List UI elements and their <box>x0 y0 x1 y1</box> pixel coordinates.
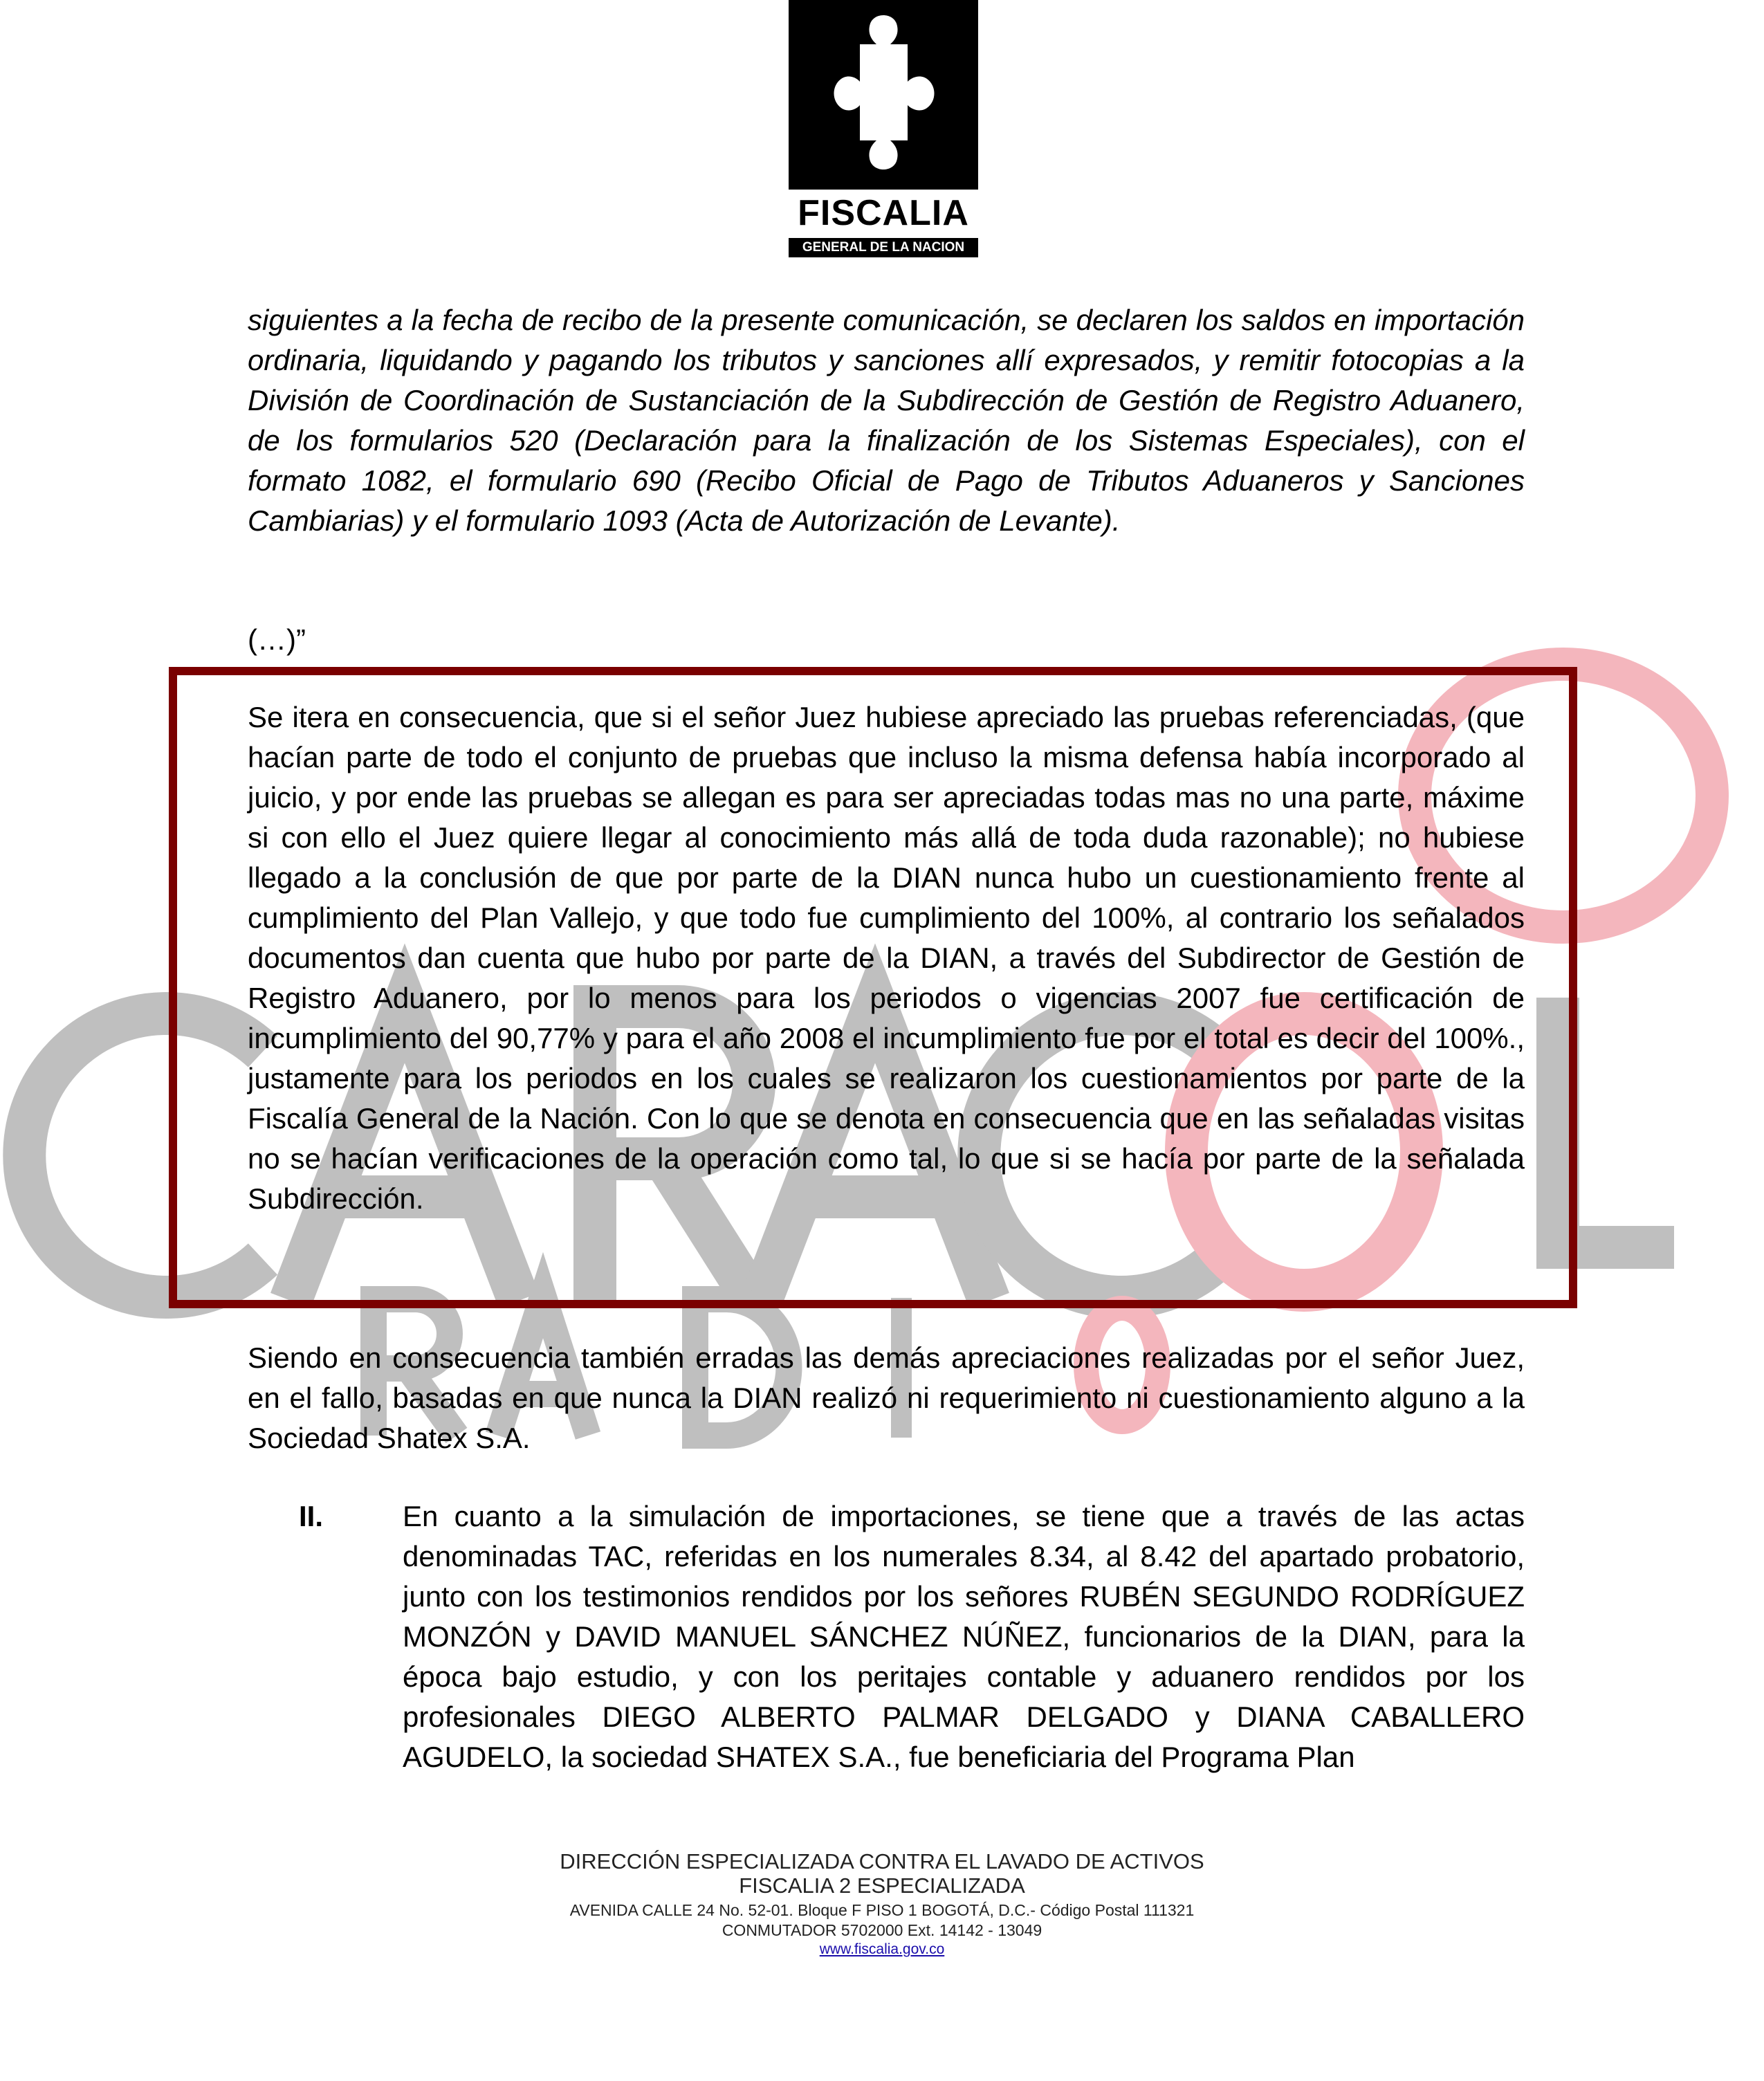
footer-office: FISCALIA 2 ESPECIALIZADA <box>739 1873 1025 1898</box>
quoted-paragraph: siguientes a la fecha de recibo de la presente comunicación, se declaren los saldos en importación ordinaria, liquidando y pagando los tributos y sanciones allí expresados, y remitir fotocopias a la División de Coordinación de Sustanciación de la Subdirección de Gestión de Registro Aduanero, de los formularios 520 (Declaración para la finalización de los Sistemas Especiales), con el formato 1082, el formulario 690 (Recibo Oficial de Pago de Tributos Aduaneros y Sanciones Cambiarias) y el formulario 1093 (Acta de Autorización de Levante). <box>248 304 1525 537</box>
footer-direction: DIRECCIÓN ESPECIALIZADA CONTRA EL LAVADO DE ACTIVOS <box>560 1849 1204 1873</box>
quote-ellipsis: (…)” <box>248 623 306 656</box>
paragraph-siendo: Siendo en consecuencia también erradas las demás apreciaciones realizadas por el señor Juez, en el fallo, basadas en que nunca la DIAN realizó ni requerimiento ni cuestionamiento alguno a la Sociedad Shatex S.A. <box>248 1341 1525 1454</box>
puzzle-piece-icon <box>789 0 978 190</box>
logo-wordmark: FISCALIA <box>798 193 969 233</box>
logo-block <box>789 0 978 190</box>
footer-phone: CONMUTADOR 5702000 Ext. 14142 - 13049 <box>722 1921 1042 1939</box>
footer-website-link[interactable]: www.fiscalia.gov.co <box>819 1941 945 1957</box>
list-number: II. <box>299 1500 324 1532</box>
footer-address: AVENIDA CALLE 24 No. 52-01. Bloque F PISO 1 BOGOTÁ, D.C.- Código Postal 111321 <box>569 1901 1195 1919</box>
highlighted-paragraph: Se itera en consecuencia, que si el señor Juez hubiese apreciado las pruebas referenciadas, (que hacían parte de todo el conjunto de pruebas que incluso la misma defensa había incorporado al juicio, y por ende las pruebas se allegan es para ser apreciadas todas mas no una parte, máxime si con ello el Juez quiere llegar al conocimiento más allá de toda duda razonable); no hubiese llegado a la conclusión de que por parte de la DIAN nunca hubo un cuestionamiento frente al cumplimiento del Plan Vallejo, y que todo fue cumplimiento del 100%, al contrario los señalados documentos dan cuenta que hubo por parte de la DIAN, a través del Subdirector de Gestión de Registro Aduanero, por lo menos para los periodos o vigencias 2007 fue certificación de incumplimiento del 90,77% y para el año 2008 el incumplimiento fue por el total es decir del 100%., justamente para los periodos en los cuales se realizaron los cuestionamientos por parte de la Fiscalía General de la Nación. Con lo que se denota en consecuencia que en las señaladas visitas no se hacían verificaciones de la operación como tal, lo que si se hacía por parte de la señalada Subdirección. <box>248 701 1525 1215</box>
logo-subtitle: GENERAL DE LA NACION <box>789 238 978 257</box>
list-item-text: En cuanto a la simulación de importaciones, se tiene que a través de las actas denominadas TAC, referidas en los numerales 8.34, al 8.42 del apartado probatorio, junto con los testimonios rendidos por los señores RUBÉN SEGUNDO RODRÍGUEZ MONZÓN y DAVID MANUEL SÁNCHEZ NÚÑEZ, funcionarios de la DIAN, para la época bajo estudio, y con los peritajes contable y aduanero rendidos por los profesionales DIEGO ALBERTO PALMAR DELGADO y DIANA CABALLERO AGUDELO, la sociedad SHATEX S.A., fue beneficiaria del Programa Plan <box>403 1500 1525 1773</box>
fiscalia-logo <box>789 0 978 257</box>
